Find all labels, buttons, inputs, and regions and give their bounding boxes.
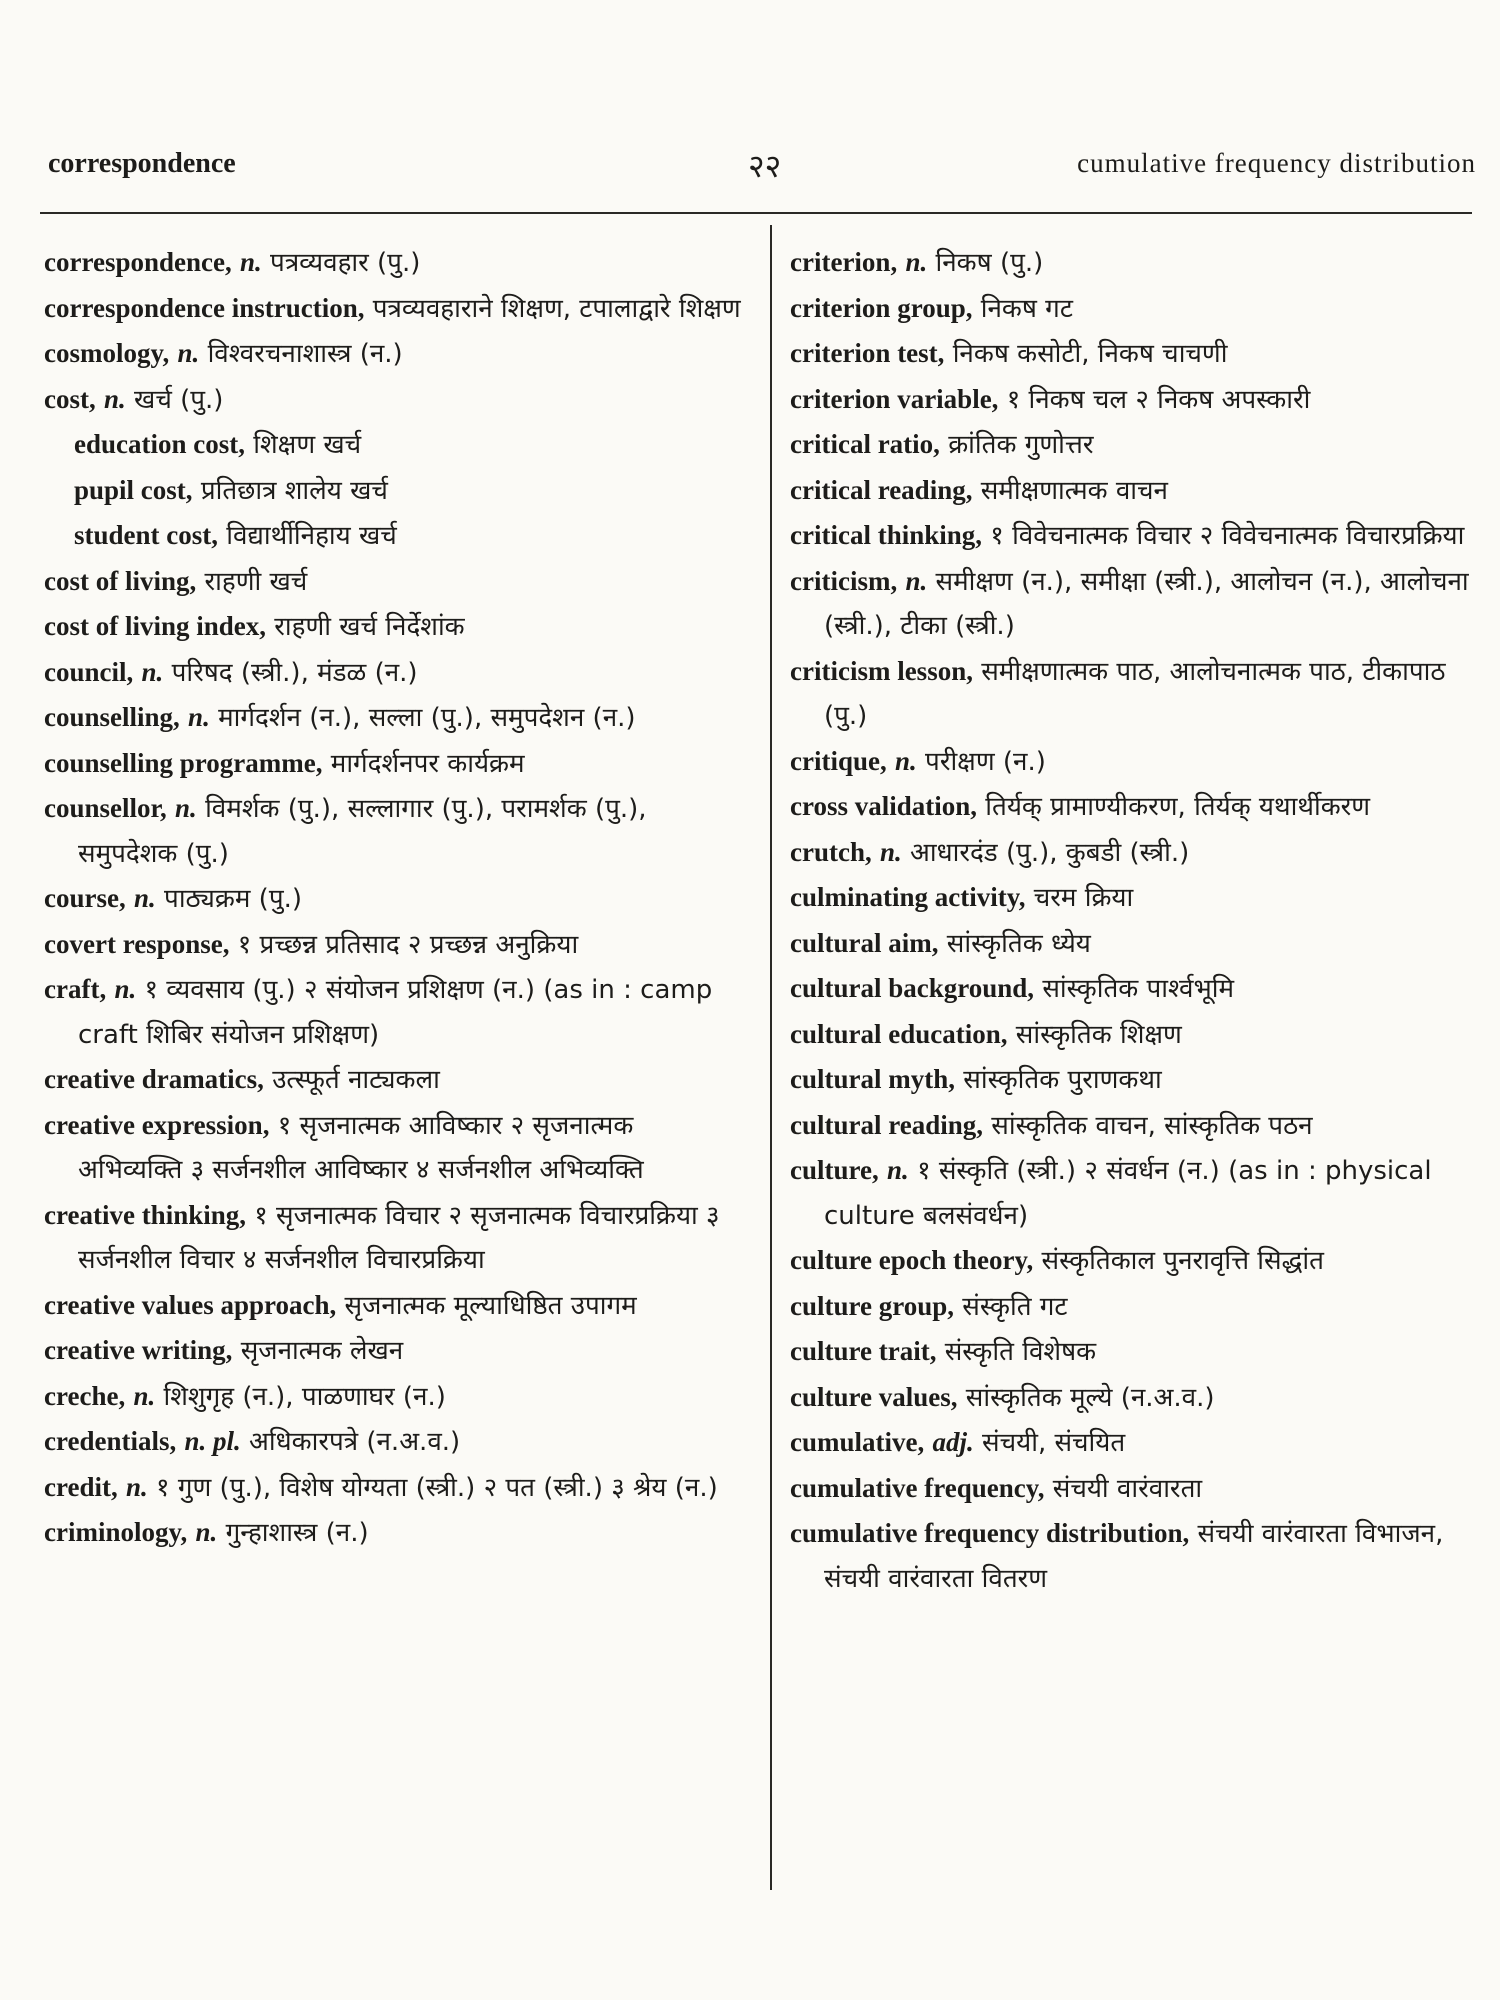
entry-term: cumulative, xyxy=(790,1427,925,1457)
dictionary-entry xyxy=(790,286,1475,332)
dictionary-entry xyxy=(790,1103,1475,1149)
entry-grammar: n. xyxy=(114,974,137,1004)
entry-grammar: n. pl. xyxy=(184,1426,241,1456)
dictionary-entry xyxy=(790,1284,1475,1330)
dictionary-entry xyxy=(44,1057,744,1103)
entry-definition: सांस्कृतिक पुराणकथा xyxy=(963,1065,1162,1095)
entry-term: pupil cost, xyxy=(74,474,193,505)
entry-term: cumulative frequency distribution, xyxy=(790,1518,1190,1548)
dictionary-entry xyxy=(790,422,1475,468)
dictionary-entry xyxy=(790,377,1475,423)
entry-term: critical reading, xyxy=(790,474,973,505)
dictionary-entry xyxy=(790,1511,1475,1601)
dictionary-entry xyxy=(44,922,744,968)
entry-definition: पाठ्यक्रम (पु.) xyxy=(164,884,303,914)
entry-term: counselling programme, xyxy=(44,747,323,778)
entry-definition: आधारदंड (पु.), कुबडी (स्त्री.) xyxy=(910,837,1190,868)
entry-term: cultural myth, xyxy=(790,1064,955,1094)
entry-definition: संचयी, संचयित xyxy=(982,1428,1126,1458)
entry-definition: शिक्षण खर्च xyxy=(253,430,362,460)
dictionary-entry xyxy=(790,966,1475,1012)
entry-definition: प्रतिछात्र शालेय खर्च xyxy=(200,475,388,506)
page-number: २२ xyxy=(748,148,782,184)
dictionary-entry xyxy=(790,784,1475,830)
page-header xyxy=(48,148,1476,188)
dictionary-entry xyxy=(44,331,744,377)
entry-grammar: n. xyxy=(177,338,200,368)
dictionary-entry xyxy=(790,921,1475,967)
entry-grammar: n. xyxy=(134,883,156,913)
dictionary-entry xyxy=(44,876,744,922)
dictionary-entry xyxy=(44,1103,744,1193)
entry-grammar: n. xyxy=(133,1380,156,1411)
entry-definition: १ सृजनात्मक आविष्कार २ सृजनात्मक अभिव्यक्ति ३ सर्जनशील आविष्कार ४ सर्जनशील अभिव्यक्ति xyxy=(78,1110,644,1185)
entry-grammar: n. xyxy=(141,656,164,687)
entry-definition: सांस्कृतिक वाचन, सांस्कृतिक पठन xyxy=(991,1110,1313,1141)
entry-definition: संस्कृति गट xyxy=(962,1291,1068,1322)
entry-term: criticism, xyxy=(790,565,898,596)
entry-grammar: n. xyxy=(880,836,902,867)
entry-definition: समीक्षणात्मक वाचन xyxy=(980,475,1168,506)
entry-term: culminating activity, xyxy=(790,882,1026,912)
entry-definition: संचयी वारंवारता विभाजन, संचयी वारंवारता वितरण xyxy=(824,1519,1444,1594)
dictionary-entry xyxy=(44,286,744,332)
entry-term: credit, xyxy=(44,1471,118,1502)
dictionary-entry xyxy=(44,1510,744,1556)
dictionary-entry xyxy=(790,1420,1475,1466)
entry-definition: क्रांतिक गुणोत्तर xyxy=(948,430,1094,460)
dictionary-entry xyxy=(44,1374,744,1420)
entry-definition: निकष गट xyxy=(980,293,1073,324)
entry-term: culture trait, xyxy=(790,1336,937,1366)
entry-definition: सांस्कृतिक मूल्ये (न.अ.व.) xyxy=(965,1382,1215,1413)
entry-definition: सृजनात्मक मूल्याधिष्ठित उपागम xyxy=(344,1290,637,1321)
dictionary-entry xyxy=(790,739,1475,785)
dictionary-entry xyxy=(790,1329,1475,1375)
entry-definition: सृजनात्मक लेखन xyxy=(240,1336,404,1366)
dictionary-entry xyxy=(44,604,744,650)
column-divider xyxy=(770,225,772,1890)
dictionary-entry xyxy=(44,786,744,876)
dictionary-entry xyxy=(790,513,1475,559)
entry-term: creative expression, xyxy=(44,1109,270,1140)
entry-term: criticism lesson, xyxy=(790,655,973,686)
entry-definition: तिर्यक् प्रामाण्यीकरण, तिर्यक् यथार्थीकरण xyxy=(985,792,1371,822)
dictionary-entry xyxy=(790,240,1475,286)
entry-term: counselling, xyxy=(44,702,180,732)
entry-definition: चरम क्रिया xyxy=(1033,883,1134,913)
entry-term: culture epoch theory, xyxy=(790,1245,1034,1275)
dictionary-entry xyxy=(790,468,1475,514)
entry-definition: १ सृजनात्मक विचार २ सृजनात्मक विचारप्रक्रिया ३ सर्जनशील विचार ४ सर्जनशील विचारप्रक्रिया xyxy=(78,1200,720,1275)
entry-definition: संस्कृति विशेषक xyxy=(944,1337,1097,1367)
entry-term: creche, xyxy=(44,1380,126,1411)
entry-term: cost of living index, xyxy=(44,611,267,641)
entry-term: cultural education, xyxy=(790,1018,1008,1049)
entry-definition: संचयी वारंवारता xyxy=(1052,1473,1203,1504)
entry-grammar: n. xyxy=(175,793,197,823)
dictionary-entry xyxy=(44,240,744,286)
entry-term: culture, xyxy=(790,1155,879,1185)
entry-definition: सांस्कृतिक शिक्षण xyxy=(1015,1019,1182,1050)
dictionary-entry xyxy=(44,1283,744,1329)
entry-term: culture group, xyxy=(790,1290,955,1321)
dictionary-entry xyxy=(790,649,1475,739)
entry-term: cosmology, xyxy=(44,338,170,368)
entry-grammar: n. xyxy=(887,1155,909,1185)
entry-grammar: n. xyxy=(895,745,917,776)
entry-definition: विमर्शक (पु.), सल्लागार (पु.), परामर्शक (पु.), समुपदेशक (पु.) xyxy=(78,794,647,869)
entry-term: cost, xyxy=(44,383,96,414)
entry-definition: १ प्रच्छन्न प्रतिसाद २ प्रच्छन्न अनुक्रिया xyxy=(237,929,579,960)
entry-definition: १ निकष चल २ निकष अपस्कारी xyxy=(1006,384,1311,415)
entry-term: creative values approach, xyxy=(44,1289,337,1320)
dictionary-entry xyxy=(790,1466,1475,1512)
entry-term: creative thinking, xyxy=(44,1199,246,1230)
dictionary-entry xyxy=(44,1193,744,1283)
entry-definition: संस्कृतिकाल पुनरावृत्ति सिद्धांत xyxy=(1041,1246,1324,1276)
entry-term: creative dramatics, xyxy=(44,1064,264,1094)
entry-definition: पत्रव्यवहार (पु.) xyxy=(270,248,421,278)
entry-term: culture values, xyxy=(790,1381,958,1412)
dictionary-entry xyxy=(44,1419,744,1465)
entry-grammar: n. xyxy=(126,1471,148,1502)
entry-definition: परीक्षण (न.) xyxy=(925,746,1046,777)
entry-definition: विद्यार्थीनिहाय खर्च xyxy=(226,521,397,551)
entry-definition: उत्स्फूर्त नाट्यकला xyxy=(272,1065,440,1095)
entry-definition: सांस्कृतिक पार्श्वभूमि xyxy=(1042,974,1235,1004)
entry-grammar: adj. xyxy=(932,1427,974,1457)
entry-definition: राहणी खर्च xyxy=(204,566,308,597)
dictionary-entry xyxy=(44,1328,744,1374)
header-rule xyxy=(40,212,1472,214)
entry-term: cost of living, xyxy=(44,565,197,596)
entry-definition: १ विवेचनात्मक विचार २ विवेचनात्मक विचारप्रक्रिया xyxy=(990,521,1465,551)
dictionary-entry xyxy=(790,1148,1475,1238)
entry-term: criterion group, xyxy=(790,292,973,323)
header-first-entry: correspondence xyxy=(48,148,236,179)
entry-definition: परिषद (स्त्री.), मंडळ (न.) xyxy=(171,657,418,688)
entry-term: student cost, xyxy=(74,520,219,550)
entry-grammar: n. xyxy=(195,1517,218,1547)
entry-definition: मार्गदर्शन (न.), सल्ला (पु.), समुपदेशन (न.) xyxy=(218,703,636,733)
entry-grammar: n. xyxy=(188,702,210,732)
entry-definition: १ गुण (पु.), विशेष योग्यता (स्त्री.) २ पत (स्त्री.) ३ श्रेय (न.) xyxy=(156,1472,718,1503)
entry-grammar: n. xyxy=(905,247,928,277)
dictionary-entry xyxy=(44,422,744,468)
dictionary-entry xyxy=(790,1057,1475,1103)
entry-term: cultural background, xyxy=(790,973,1035,1003)
entry-term: craft, xyxy=(44,974,107,1004)
entry-term: cultural aim, xyxy=(790,927,939,958)
entry-definition: १ संस्कृति (स्त्री.) २ संवर्धन (न.) (as in : physical culture बलसंवर्धन) xyxy=(824,1156,1432,1231)
header-last-entry: cumulative frequency distribution xyxy=(1077,148,1476,178)
entry-term: creative writing, xyxy=(44,1335,233,1365)
dictionary-entry xyxy=(44,1465,744,1511)
entry-term: education cost, xyxy=(74,429,245,459)
entry-term: credentials, xyxy=(44,1426,177,1456)
entry-definition: राहणी खर्च निर्देशांक xyxy=(274,612,465,642)
entry-definition: १ व्यवसाय (पु.) २ संयोजन प्रशिक्षण (न.) (as in : camp craft शिबिर संयोजन प्रशिक्षण) xyxy=(78,975,713,1050)
dictionary-entry xyxy=(44,468,744,514)
entry-grammar: n. xyxy=(104,383,126,414)
entry-term: criminology, xyxy=(44,1517,188,1547)
entry-grammar: n. xyxy=(905,565,928,596)
entry-definition: समीक्षणात्मक पाठ, आलोचनात्मक पाठ, टीकापाठ (पु.) xyxy=(824,656,1446,731)
right-column xyxy=(790,240,1475,1601)
entry-term: covert response, xyxy=(44,928,230,959)
entry-term: cultural reading, xyxy=(790,1109,984,1140)
entry-definition: निकष (पु.) xyxy=(935,248,1044,278)
dictionary-entry xyxy=(790,1012,1475,1058)
dictionary-entry xyxy=(44,695,744,741)
dictionary-entry xyxy=(790,875,1475,921)
left-column xyxy=(44,240,744,1556)
entry-definition: समीक्षण (न.), समीक्षा (स्त्री.), आलोचन (न.), आलोचना (स्त्री.), टीका (स्त्री.) xyxy=(824,566,1469,641)
entry-term: criterion, xyxy=(790,247,898,277)
entry-definition: मार्गदर्शनपर कार्यक्रम xyxy=(330,748,525,779)
entry-term: counsellor, xyxy=(44,793,167,823)
dictionary-entry xyxy=(44,967,744,1057)
dictionary-entry xyxy=(790,830,1475,876)
dictionary-entry xyxy=(790,1375,1475,1421)
entry-term: critical thinking, xyxy=(790,520,983,550)
entry-term: criterion variable, xyxy=(790,383,999,414)
entry-definition: खर्च (पु.) xyxy=(134,384,224,415)
entry-definition: अधिकारपत्रे (न.अ.व.) xyxy=(249,1427,461,1457)
dictionary-entry xyxy=(790,1238,1475,1284)
dictionary-entry xyxy=(790,331,1475,377)
dictionary-entry xyxy=(790,559,1475,649)
entry-term: correspondence instruction, xyxy=(44,292,365,323)
dictionary-entry xyxy=(44,559,744,605)
entry-definition: गुन्हाशास्त्र (न.) xyxy=(225,1518,369,1548)
entry-term: cross validation, xyxy=(790,791,978,821)
dictionary-entry xyxy=(44,513,744,559)
dictionary-entry xyxy=(44,741,744,787)
entry-definition: पत्रव्यवहाराने शिक्षण, टपालाद्वारे शिक्षण xyxy=(372,293,741,324)
dictionary-entry xyxy=(44,650,744,696)
entry-definition: विश्वरचनाशास्त्र (न.) xyxy=(207,339,403,369)
entry-term: course, xyxy=(44,883,126,913)
entry-definition: निकष कसोटी, निकष चाचणी xyxy=(952,339,1228,369)
entry-term: crutch, xyxy=(790,836,872,867)
entry-term: critique, xyxy=(790,745,887,776)
entry-grammar: n. xyxy=(240,247,262,277)
entry-term: cumulative frequency, xyxy=(790,1472,1045,1503)
entry-term: council, xyxy=(44,656,134,687)
entry-definition: सांस्कृतिक ध्येय xyxy=(946,928,1091,959)
entry-definition: शिशुगृह (न.), पाळणाघर (न.) xyxy=(163,1381,446,1412)
entry-term: critical ratio, xyxy=(790,429,940,459)
entry-term: correspondence, xyxy=(44,247,232,277)
dictionary-entry xyxy=(44,377,744,423)
entry-term: criterion test, xyxy=(790,338,945,368)
